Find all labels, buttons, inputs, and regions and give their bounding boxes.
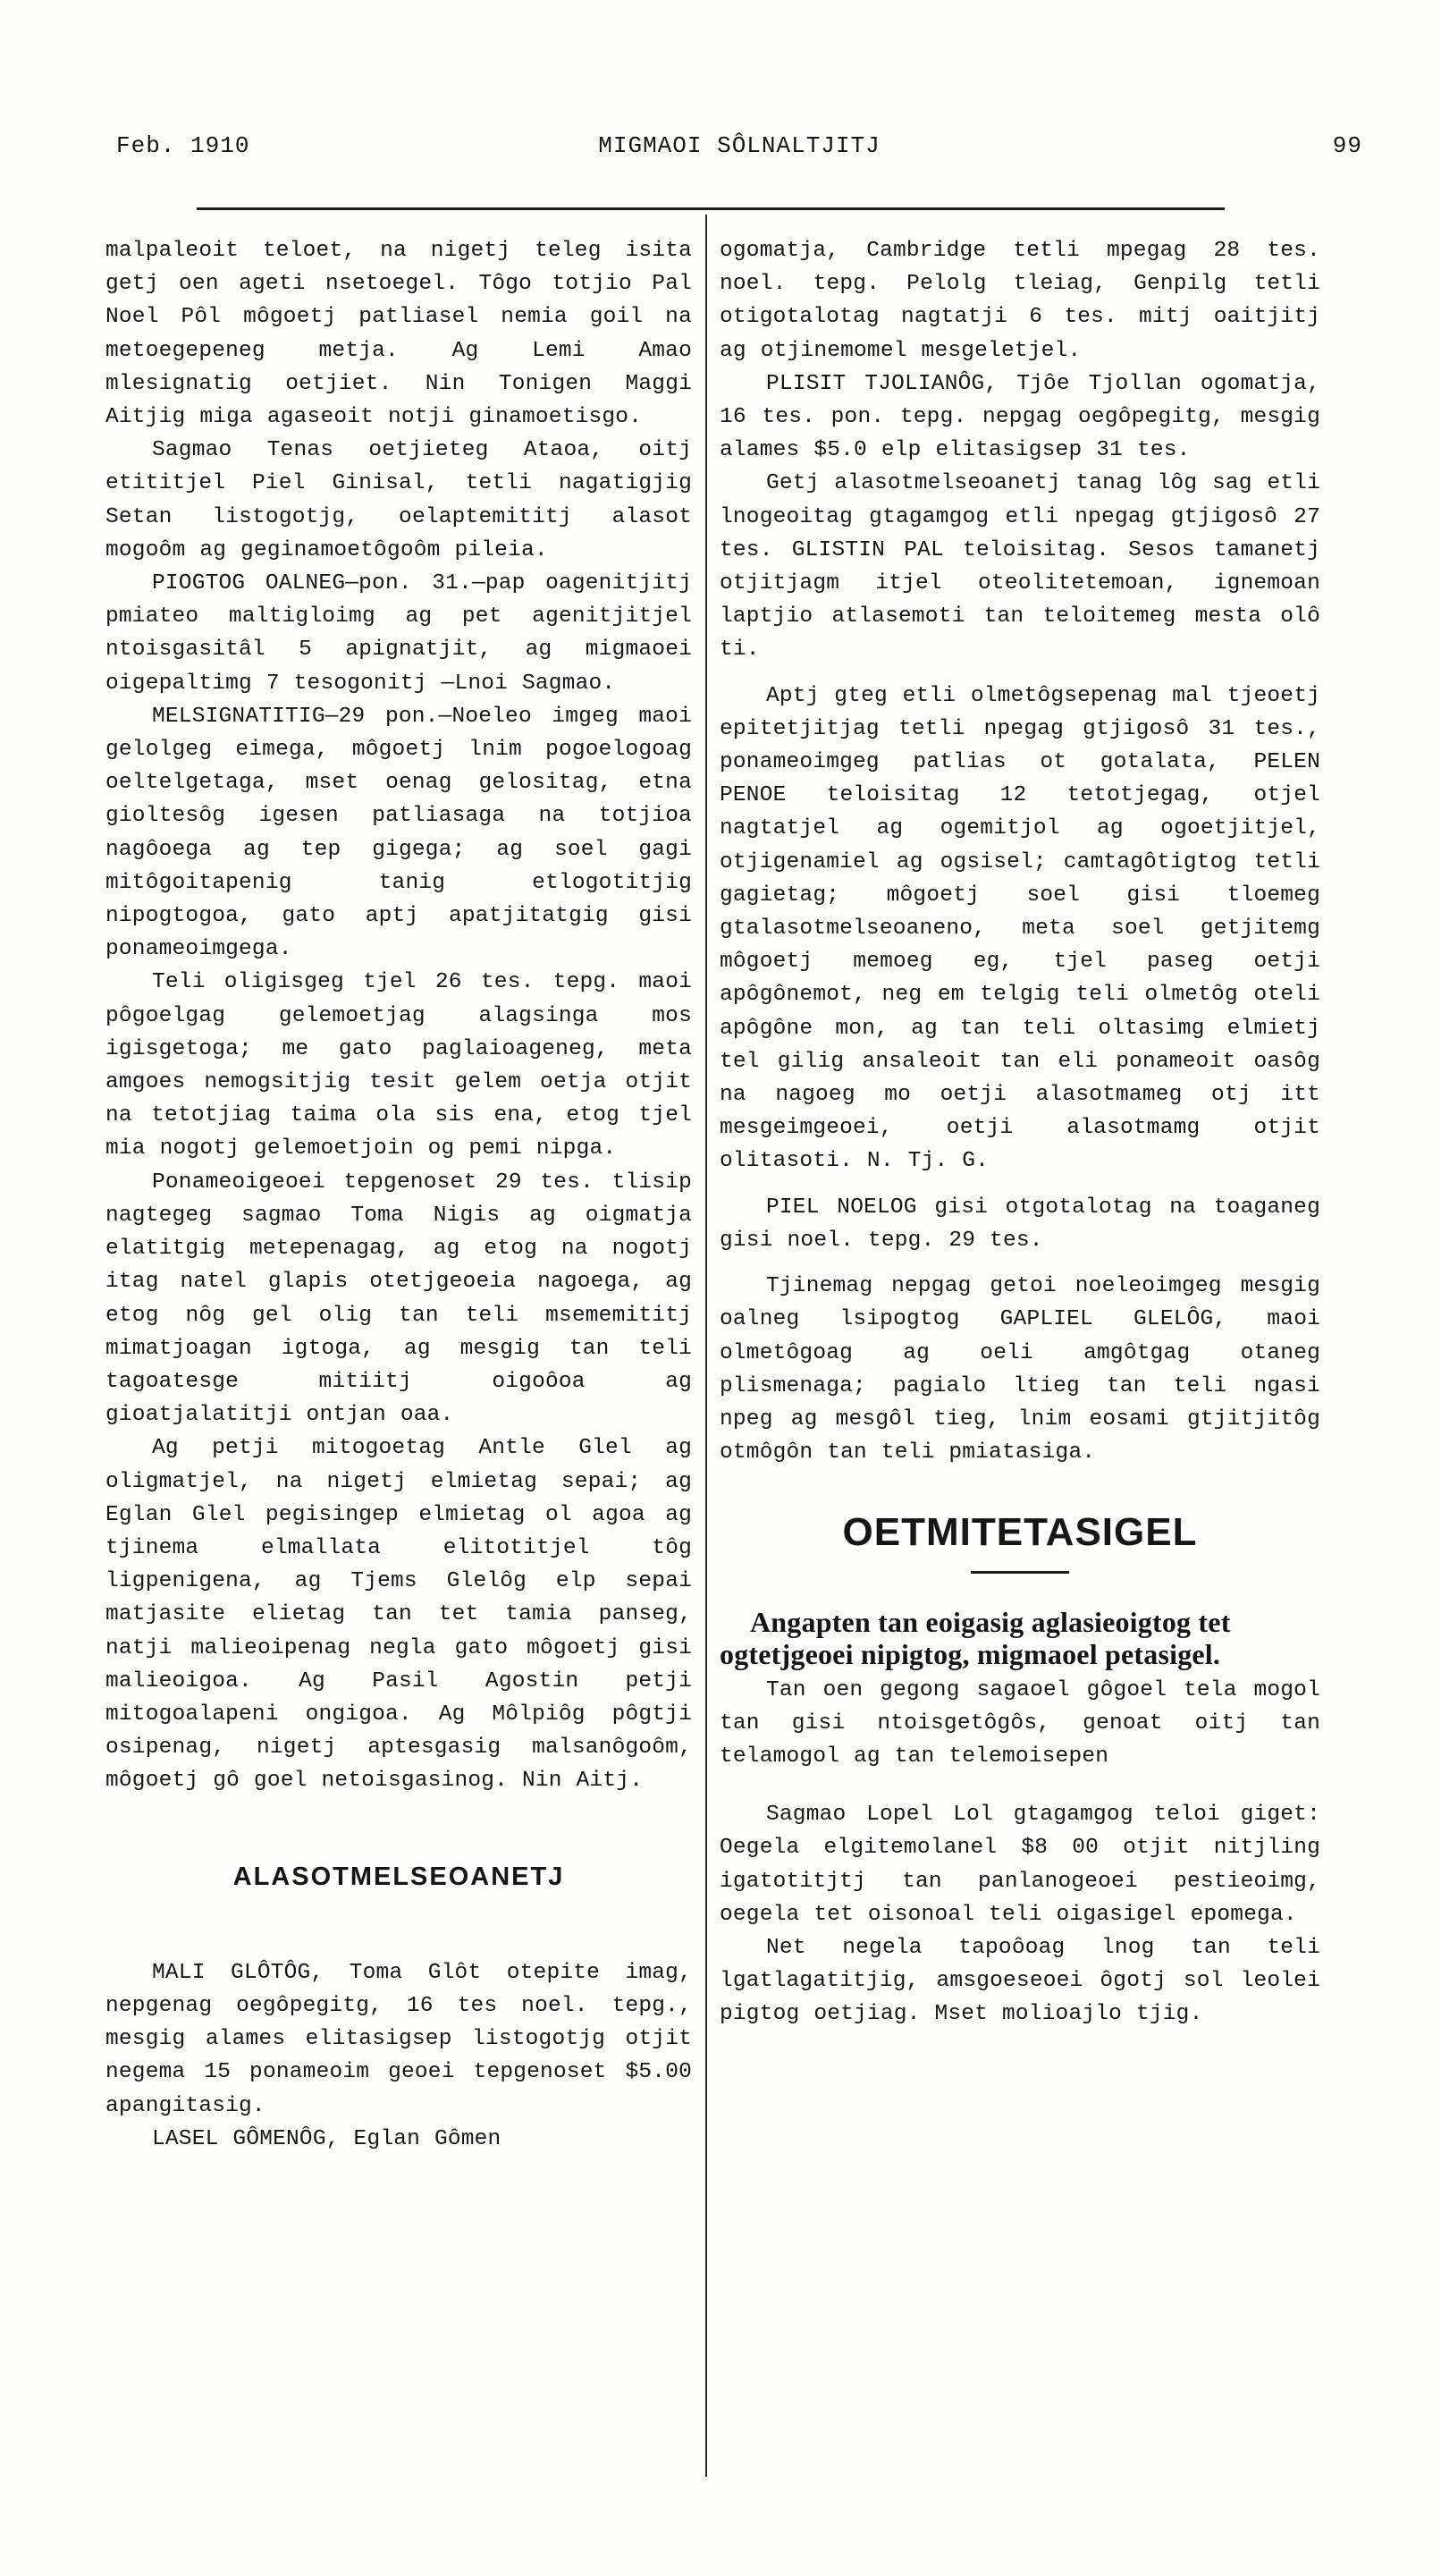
column-divider — [705, 215, 707, 2477]
notice-paragraph: LASEL GÔMENÔG, Eglan Gômen — [152, 2126, 501, 2151]
notice-paragraph: MALI GLÔTÔG, Toma Glôt otepite imag, nepgenag oegôpegitg, 16 tes noel. tepg., mesgig alames elitasigsep listogotjg otjit negema 15 ponameoim geoei tepgenoset $5.00 apangitasig. — [105, 1960, 692, 2118]
article-paragraph: MELSIGNATITIG—29 pon.—Noeleo imgeg maoi gelolgeg eimega, môgoetj lnim pogoelogoag oeltelgetaga, mset oenag gelositag, etna gioltesôg igesen patliasaga na totjioa nagôoega ag tep gigega; ag soel gagi mitôgoitapenig tanig etlogotitjig nipogtogoa, gato aptj apatjitatgig gisi ponameoimgega. — [105, 704, 692, 962]
right-column — [720, 234, 1320, 2031]
publication-title: MIGMAOI SÔLNALTJITJ — [598, 132, 881, 159]
article-paragraph: Sagmao Tenas oetjieteg Ataoa, oitj etititjel Piel Ginisal, tetli nagatigjig Setan listogotjg, oelaptemititj alasot mogoôm ag geginamoetôgoôm pileia. — [105, 438, 692, 562]
letter-paragraph: Tan oen gegong sagaoel gôgoel tela mogol tan gisi ntoisgetôgôs, genoat oitj tan telamogol ag tan telemoisepen — [720, 1677, 1320, 1769]
heading-rule — [971, 1571, 1069, 1574]
notice-paragraph: ogomatja, Cambridge tetli mpegag 28 tes. noel. tepg. Pelolg tleiag, Genpilg tetli otigotalotag nagtatji 6 tes. mitj oaitjitj ag otjinemomel mesgeletjel. — [720, 239, 1320, 363]
issue-date: Feb. 1910 — [116, 132, 250, 159]
section-heading-oetmitetasigel: OETMITETASIGEL — [842, 1510, 1198, 1555]
section-heading-alasotmelseoanetj: ALASOTMELSEOANETJ — [232, 1862, 565, 1891]
notice-paragraph: Aptj gteg etli olmetôgsepenag mal tjeoetj epitetjitjag tetli npegag gtjigosô 31 tes., ponameoimgeg patlias ot gotalata, PELEN PENOE teloisitag 12 tetotjegag, otjel nagtatjel ag ogemitjol ag ogoetjitjel, otjigenamiel ag ogsisel; camtagôtigtog tetli gagietag; môgoetj soel gisi tloemeg gtalasotmelseoaneno, meta soel getjitemg môgoetj memoeg eg, tjel paseg oetji apôgônemot, neg em telgig teli olmetôg oteli apôgône mon, ag tan teli oltasimg elmietj tel gilig ansaleoit tan eli ponameoit oasôg na nagoeg mo oetji alasotmameg otj itt mesgeimgeoei, oetji alasotmamg otjit olitasoti. N. Tj. G. — [720, 683, 1320, 1174]
left-column — [105, 234, 692, 2156]
page-number: 99 — [1332, 132, 1362, 159]
article-paragraph: PIOGTOG OALNEG—pon. 31.—pap oagenitjitj pmiateo maltigloimg ag pet agenitjitjel ntoisgasitâl 5 apignatjit, ag migmaoei oigepaltimg 7 tesogonitj —Lnoi Sagmao. — [105, 571, 692, 696]
notice-paragraph: Getj alasotmelseoanetj tanag lôg sag etli lnogeoitag gtagamgog etli npegag gtjigosô 27 tes. GLISTIN PAL teloisitag. Sesos tamanetj otjitjagm itjel oteolitetemoan, ignemoan laptjio atlasemoti tan teloitemeg mesta olô ti. — [720, 471, 1320, 663]
header-rule — [197, 207, 1225, 210]
article-paragraph: Ponameoigeoei tepgenoset 29 tes. tlisip nagtegeg sagmao Toma Nigis ag oigmatja elatitgig metepenagag, ag etog na nogotj itag natel glapis otetjgeoeia nagoega, ag etog nôg gel olig tan teli msememititj mimatjoagan igtoga, ag mesgig tan teli tagoatesge mitiitj oigoôoa ag gioatjalatitji ontjan oaa. — [105, 1170, 692, 1428]
article-paragraph: Ag petji mitogoetag Antle Glel ag oligmatjel, na nigetj elmietag sepai; ag Eglan Glel pegisingep elmietag ol agoa ag tjinema elmallata elitotitjel tôg ligpenigena, ag Tjems Glelôg elp sepai matjasite elietag tan tet tamia panseg, natji malieoipenag negla gato môgoetj gisi malieoigoa. Ag Pasil Agostin petji mitogoalapeni ongigoa. Ag Môlpiôg pôgtji osipenag, nigetj aptesgasig malsanôgoôm, môgoetj gô goel netoisgasinog. Nin Aitj. — [105, 1436, 692, 1794]
letter-paragraph: Sagmao Lopel Lol gtagamgog teloi giget: Oegela elgitemolanel $8 00 otjit nitjling igatotitjtj tan panlanogeoei pestieoimg, oegela tet oisonoal teli oigasigel epomega. — [720, 1803, 1320, 1927]
section-subheading: Angapten tan eoigasig aglasieoigtog tet ogtetjgeoei nipigtog, migmaoel petasigel. — [720, 1605, 1231, 1670]
notice-paragraph: Tjinemag nepgag getoi noeleoimgeg mesgig oalneg lsipogtog GAPLIEL GLELÔG, maoi olmetôgoag ag oeli amgôtgag otaneg plismenaga; pagialo ltieg tan teli ngasi npeg ag mesgôl tieg, lnim eosami gtjitjitôg otmôgôn tan teli pmiatasiga. — [720, 1274, 1320, 1465]
notice-paragraph: PLISIT TJOLIANÔG, Tjôe Tjollan ogomatja, 16 tes. pon. tepg. nepgag oegôpegitg, mesgig alames $5.0 elp elitasigsep 31 tes. — [720, 371, 1320, 463]
page-header — [116, 132, 1362, 173]
letter-paragraph: Net negela tapoôoag lnog tan teli lgatlagatitjig, amsgoeseoei ôgotj sol leolei pigtog oetjiag. Mset molioajlo tjig. — [720, 1935, 1320, 2027]
notice-paragraph: PIEL NOELOG gisi otgotalotag na toaganeg gisi noel. tepg. 29 tes. — [720, 1195, 1320, 1253]
article-paragraph: Teli oligisgeg tjel 26 tes. tepg. maoi pôgoelgag gelemoetjag alagsinga mos igisgetoga; me gato paglaioageneg, meta amgoes nemogsitjig tesit gelem oetja otjit na tetotjiag taima ola sis ena, etog tjel mia nogotj gelemoetjoin og pemi nipga. — [105, 970, 692, 1161]
article-paragraph: malpaleoit teloet, na nigetj teleg isita getj oen ageti nsetoegel. Tôgo totjio Pal Noel Pôl môgoetj patliasel nemia goil na metoegepeneg metja. Ag Lemi Amao mlesignatig oetjiet. Nin Tonigen Maggi Aitjig miga agaseoit notji ginamoetisgo. — [105, 239, 692, 430]
